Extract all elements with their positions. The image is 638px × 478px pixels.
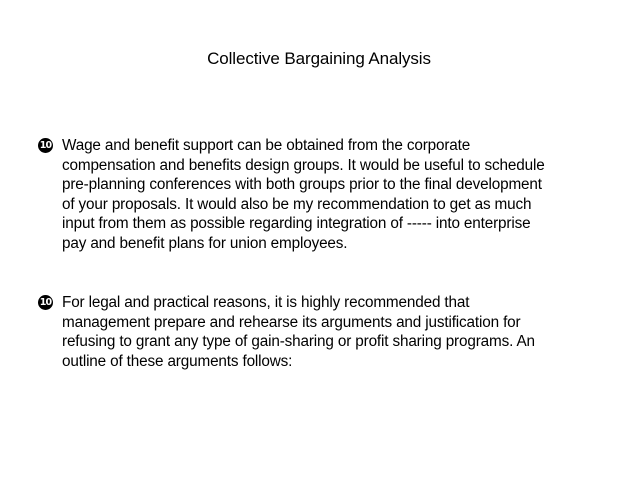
bullet-text: For legal and practical reasons, it is highly recommended that management prepare and rehearse its arguments and justification for refusing to grant any type of gain-sharing or profit sharing programs. An outline of these arguments follows: [62, 294, 535, 370]
slide-title: Collective Bargaining Analysis [207, 49, 431, 68]
bullet-text: Wage and benefit support can be obtained from the corporate compensation and benefits design groups. It would be useful to schedule pre-planning conferences with both groups prior to the final development of your proposals. It would also be my recommendation to get as much input from them as possible regarding integration of ----- into enterprise pay and benefit plans for union employees. [62, 137, 545, 252]
circled-number-ten-icon: 10 [39, 140, 52, 151]
circled-number-ten-icon: 10 [39, 297, 52, 308]
